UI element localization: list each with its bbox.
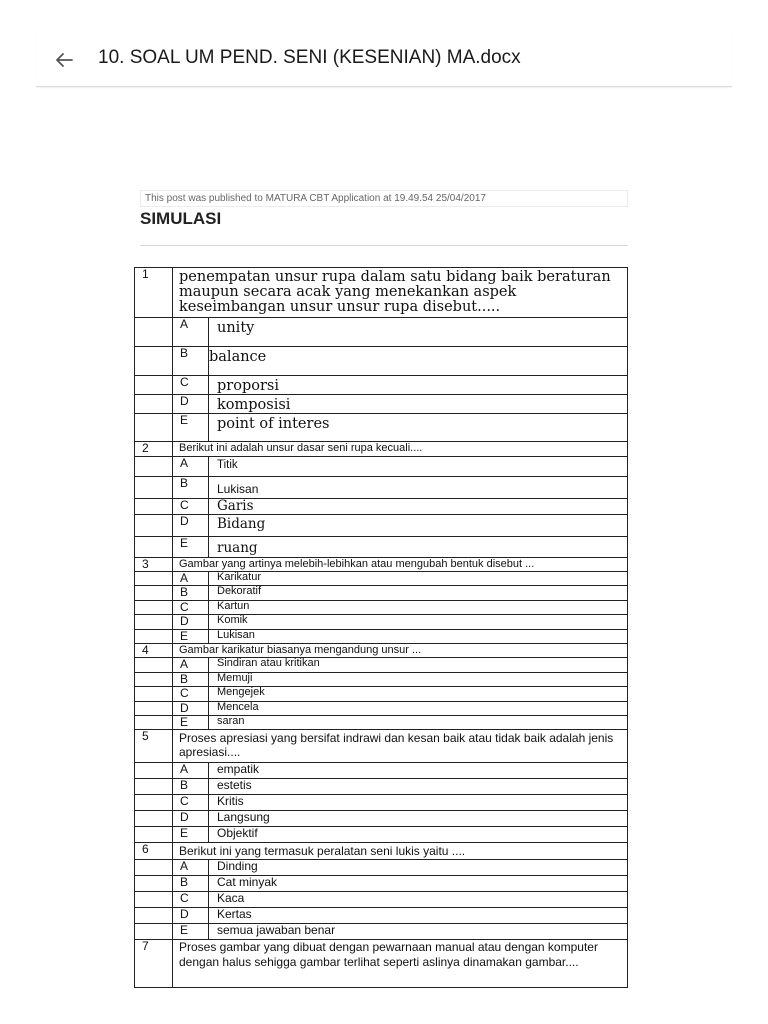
option-letter: C — [173, 687, 209, 702]
option-row — [135, 537, 628, 558]
option-row — [135, 811, 628, 827]
option-text: empatik — [209, 763, 628, 779]
option-letter: C — [173, 795, 209, 811]
option-text: Bidang — [209, 515, 628, 537]
option-text: proporsi — [209, 376, 628, 395]
question-number: 5 — [135, 730, 173, 763]
option-text: Titik — [209, 457, 628, 477]
option-text: Memuji — [209, 673, 628, 687]
arrow-left-icon — [52, 48, 76, 72]
option-letter: A — [173, 457, 209, 477]
option-letter: B — [173, 347, 209, 376]
option-row — [135, 457, 628, 477]
option-letter: C — [173, 499, 209, 515]
option-text: estetis — [209, 779, 628, 795]
option-row — [135, 414, 628, 442]
option-letter: E — [173, 537, 209, 558]
option-row — [135, 615, 628, 630]
question-row — [135, 558, 628, 572]
back-button[interactable] — [52, 48, 76, 72]
option-row — [135, 716, 628, 730]
option-text: unity — [209, 318, 628, 347]
question-number: 7 — [135, 940, 173, 988]
option-text: Sindiran atau kritikan — [209, 658, 628, 673]
option-letter: D — [173, 811, 209, 827]
option-row — [135, 658, 628, 673]
option-row — [135, 827, 628, 843]
option-text: saran — [209, 716, 628, 730]
question-row — [135, 644, 628, 658]
question-text: Proses gambar yang dibuat dengan pewarnaan manual atau dengan komputer dengan halus sehigga gambar terlihat seperti aslinya dinamakan gambar.... — [173, 940, 628, 988]
option-row — [135, 779, 628, 795]
page-heading: SIMULASI — [140, 209, 222, 228]
option-letter: A — [173, 658, 209, 673]
option-letter: B — [173, 477, 209, 499]
option-row — [135, 499, 628, 515]
option-letter: C — [173, 892, 209, 908]
option-text: Kartun — [209, 601, 628, 615]
option-row — [135, 376, 628, 395]
option-text: Lukisan — [209, 477, 628, 499]
question-row — [135, 843, 628, 860]
option-text: Dekoratif — [209, 586, 628, 601]
option-row — [135, 924, 628, 940]
divider — [140, 245, 628, 246]
option-letter: A — [173, 318, 209, 347]
option-text: balance — [209, 347, 628, 376]
option-letter: A — [173, 572, 209, 586]
option-row — [135, 795, 628, 811]
question-text: Berikut ini yang termasuk peralatan seni lukis yaitu .... — [173, 843, 628, 860]
question-number: 4 — [135, 644, 173, 658]
option-row — [135, 572, 628, 586]
option-row — [135, 347, 628, 376]
option-letter: D — [173, 908, 209, 924]
option-text: Komik — [209, 615, 628, 630]
option-text: Objektif — [209, 827, 628, 843]
option-text: Garis — [209, 499, 628, 515]
option-letter: D — [173, 515, 209, 537]
option-letter: A — [173, 763, 209, 779]
option-text: Cat minyak — [209, 876, 628, 892]
question-table — [134, 267, 628, 988]
option-row — [135, 601, 628, 615]
document-title: 10. SOAL UM PEND. SENI (KESENIAN) MA.docx — [98, 47, 521, 68]
option-letter: C — [173, 601, 209, 615]
option-text: semua jawaban benar — [209, 924, 628, 940]
option-letter: E — [173, 924, 209, 940]
question-text: Berikut ini adalah unsur dasar seni rupa kecuali.... — [173, 442, 628, 457]
option-text: ruang — [209, 537, 628, 558]
question-row — [135, 442, 628, 457]
question-text: Proses apresiasi yang bersifat indrawi dan kesan baik atau tidak baik adalah jenis apresiasi.... — [173, 730, 628, 763]
option-letter: D — [173, 615, 209, 630]
option-text: Mengejek — [209, 687, 628, 702]
publish-note: This post was published to MATURA CBT Application at 19.49.54 25/04/2017 — [140, 190, 628, 207]
option-text: komposisi — [209, 395, 628, 414]
option-text: Langsung — [209, 811, 628, 827]
option-row — [135, 673, 628, 687]
question-number: 2 — [135, 442, 173, 457]
option-row — [135, 687, 628, 702]
option-letter: B — [173, 779, 209, 795]
option-row — [135, 586, 628, 601]
question-number: 3 — [135, 558, 173, 572]
option-text: Kertas — [209, 908, 628, 924]
option-row — [135, 908, 628, 924]
option-row — [135, 702, 628, 716]
question-row — [135, 940, 628, 988]
option-text: point of interes — [209, 414, 628, 442]
option-row — [135, 876, 628, 892]
app-header — [36, 30, 732, 87]
option-letter: E — [173, 827, 209, 843]
option-text: Mencela — [209, 702, 628, 716]
option-text: Kaca — [209, 892, 628, 908]
option-letter: B — [173, 876, 209, 892]
option-row — [135, 395, 628, 414]
question-text: penempatan unsur rupa dalam satu bidang baik beraturan maupun secara acak yang menekankan aspek keseimbangan unsur unsur rupa disebut..... — [173, 268, 628, 318]
question-number: 6 — [135, 843, 173, 860]
question-text: Gambar karikatur biasanya mengandung unsur ... — [173, 644, 628, 658]
question-row — [135, 730, 628, 763]
option-letter: A — [173, 860, 209, 876]
option-letter: E — [173, 716, 209, 730]
question-number: 1 — [135, 268, 173, 318]
question-text: Gambar yang artinya melebih-lebihkan atau mengubah bentuk disebut ... — [173, 558, 628, 572]
option-row — [135, 860, 628, 876]
option-text: Lukisan — [209, 630, 628, 644]
option-row — [135, 515, 628, 537]
option-row — [135, 630, 628, 644]
option-letter: D — [173, 395, 209, 414]
option-text: Dinding — [209, 860, 628, 876]
option-letter: B — [173, 586, 209, 601]
question-row — [135, 268, 628, 318]
option-row — [135, 477, 628, 499]
option-row — [135, 763, 628, 779]
option-text: Kritis — [209, 795, 628, 811]
option-letter: E — [173, 414, 209, 442]
option-row — [135, 892, 628, 908]
document-page — [134, 190, 628, 970]
option-text: Karikatur — [209, 572, 628, 586]
option-letter: B — [173, 673, 209, 687]
option-letter: E — [173, 630, 209, 644]
option-letter: D — [173, 702, 209, 716]
option-row — [135, 318, 628, 347]
option-letter: C — [173, 376, 209, 395]
